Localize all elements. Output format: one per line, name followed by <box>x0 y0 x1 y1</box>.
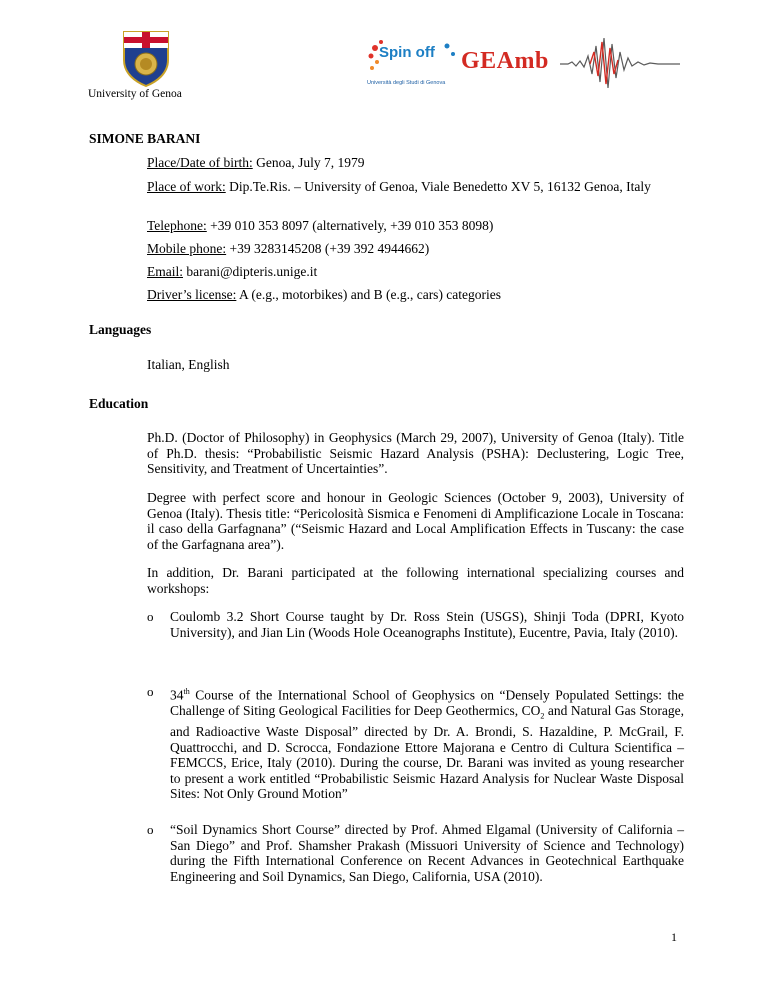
university-caption: University of Genoa <box>88 88 182 100</box>
course-number: 34 <box>170 687 184 703</box>
section-title-education: Education <box>89 396 149 411</box>
info-value: Dip.Te.Ris. – University of Genoa, Viale Benedetto XV 5, 16132 Genoa, Italy <box>225 179 651 194</box>
info-label: Mobile phone: <box>147 241 227 256</box>
bullet-marker: o <box>147 684 154 699</box>
bullet-marker: o <box>147 822 154 837</box>
info-mobile <box>147 241 684 257</box>
info-telephone <box>147 218 684 234</box>
course-text-part2: and Natural Gas Storage, and Radioactive Waste Disposal” directed by Dr. A. Brondi, S. Hazaldine, P. McGrail, F. Quattrocchi, and D. Scrocca, Fondazione Ettore Majorana e Centro di Cultura Scientifica – FEMCCS, Erice, Italy (2010). During the course, Dr. Barani was invited as young researcher to present a work entitled “Probabilistic Seismic Hazard Analysis for Nuclear Waste Disposal Sites: Not Only Ground Motion” <box>170 703 684 802</box>
info-label: Email: <box>147 264 183 279</box>
info-label: Place of work: <box>147 179 226 194</box>
info-birth <box>147 155 684 171</box>
info-work <box>147 179 684 195</box>
info-license <box>147 287 684 303</box>
page-number: 1 <box>671 930 677 944</box>
spinoff-logo-text: Spin off <box>379 44 435 61</box>
info-value: +39 010 353 8097 (alternatively, +39 010 353 8098) <box>206 218 494 233</box>
section-title-languages: Languages <box>89 322 152 337</box>
info-value: A (e.g., motorbikes) and B (e.g., cars) categories <box>236 287 502 302</box>
info-value[interactable]: barani@dipteris.unige.it <box>183 264 318 279</box>
course-text-part1: Course of the International School of Geophysics on “Densely Populated Settings: the Challenge of Siting Geological Facilities for Deep Geothermics, CO <box>170 687 684 718</box>
info-label: Telephone: <box>147 218 207 233</box>
course-number-suffix: th <box>183 687 190 696</box>
course-geophysics-school <box>170 684 684 802</box>
co2-subscript: 2 <box>540 711 545 721</box>
course-soil-dynamics: “Soil Dynamics Short Course” directed by Prof. Ahmed Elgamal (University of California – San Diego” and Prof. Shamsher Prakash (Missuori University of Science and Technology) during the Fifth International Conference on Recent Advances in Geotechnical Earthquake Engineering and Soil Dynamics, San Diego, California, USA (2010). <box>170 822 684 884</box>
bullet-marker: o <box>147 609 154 624</box>
info-email <box>147 264 684 280</box>
person-name: SIMONE BARANI <box>89 131 201 146</box>
info-value: +39 3283145208 (+39 392 4944662) <box>226 241 430 256</box>
seismogram-logo-icon <box>560 34 680 90</box>
education-phd: Ph.D. (Doctor of Philosophy) in Geophysics (March 29, 2007), University of Genoa (Italy). Title of Ph.D. thesis: “Probabilistic Seismic Hazard Analysis (PSHA): Declustering, Logic Tree, Sensitivity, and Treatment of Uncertainties”. <box>147 430 684 476</box>
info-label: Place/Date of birth: <box>147 155 253 170</box>
info-value: Genoa, July 7, 1979 <box>252 155 365 170</box>
education-degree: Degree with perfect score and honour in Geologic Sciences (October 9, 2003), University of Genoa (Italy). Thesis title: “Pericolosità Sismica e Fenomeni di Amplificazione Locale in Toscana: il caso della Garfagnana” (“Seismic Hazard and Local Amplification Effects in Tuscany: the case of the Garfagnana area”). <box>147 490 684 552</box>
course-coulomb: Coulomb 3.2 Short Course taught by Dr. Ross Stein (USGS), Shinji Toda (DPRI, Kyoto University), and Jian Lin (Woods Hole Oceanographs Institute), Eucentre, Pavia, Italy (2010). <box>170 609 684 640</box>
info-label: Driver’s license: <box>147 287 237 302</box>
geamb-logo-text: GEAmb <box>461 48 549 74</box>
education-intro: In addition, Dr. Barani participated at the following international specializing courses and workshops: <box>147 565 684 596</box>
languages-text: Italian, English <box>147 357 230 372</box>
spinoff-logo-subtext: Università degli Studi di Genova <box>367 80 446 86</box>
university-crest-icon <box>120 30 172 88</box>
